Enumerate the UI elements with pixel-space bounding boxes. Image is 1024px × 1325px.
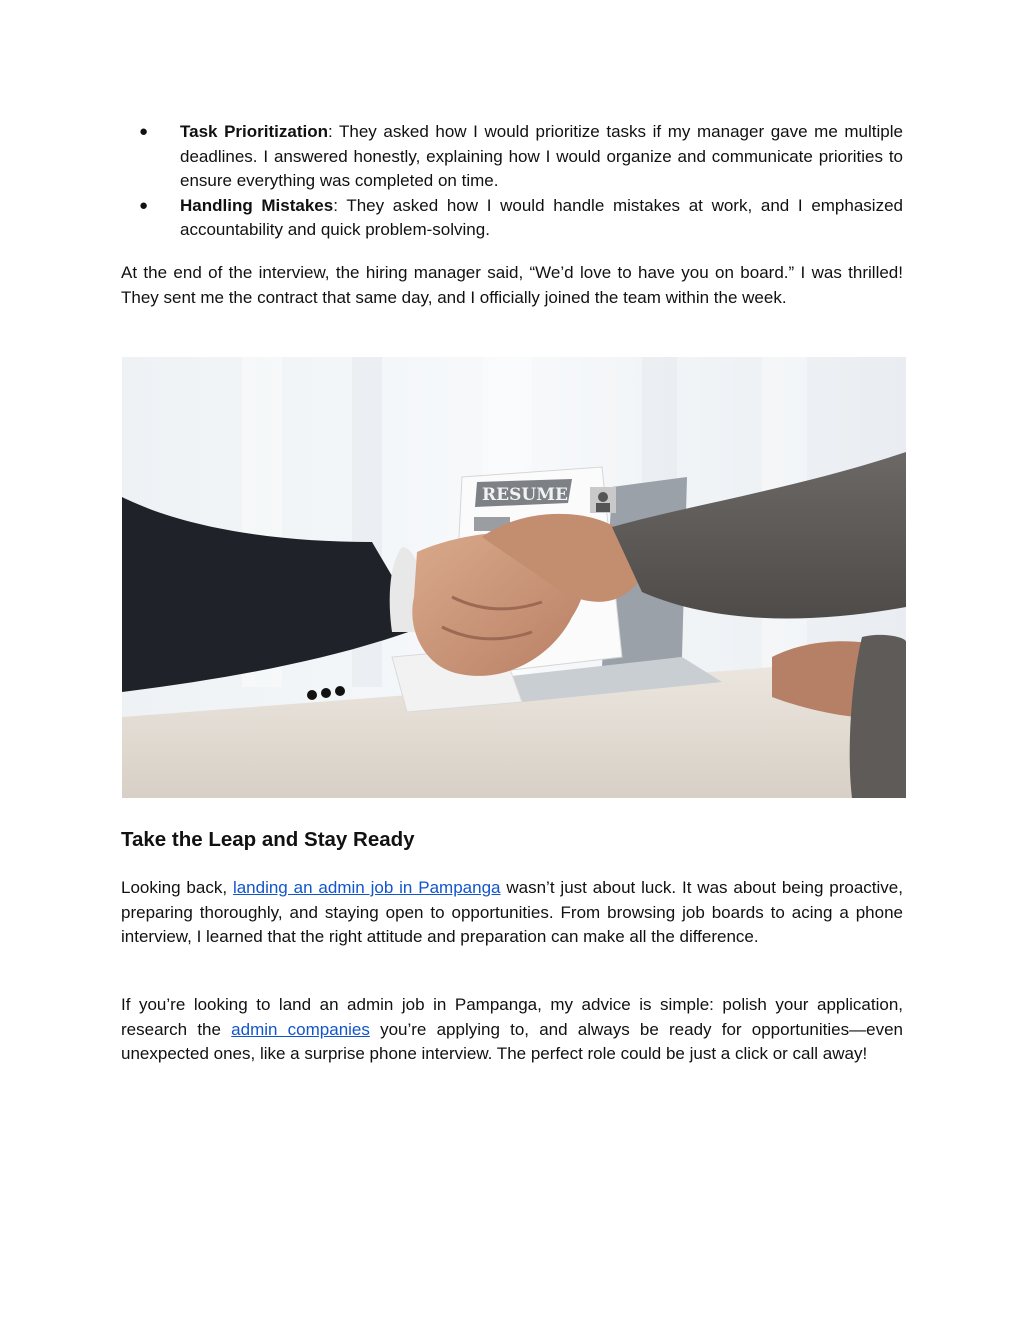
interview-questions-list [121,120,903,243]
admin-companies-link[interactable]: admin companies [231,1019,370,1039]
paragraph-advice [121,993,903,1067]
resume-label: RESUME [482,485,568,505]
admin-job-pampanga-link[interactable]: landing an admin job in Pampanga [232,878,501,897]
bullet-term: Handling Mistakes [180,195,334,215]
paragraph-text: Looking back, [121,878,233,897]
paragraph-looking-back [121,876,903,950]
bullet-text: : They asked how I would prioritize tasks if my manager gave me multiple deadlines. I answered honestly, explaining how I would organize and communicate priorities to ensure everything was completed on time. [180,122,903,190]
bullet-icon: ● [139,123,149,140]
paragraph-text: wasn’t just about luck. It was about being proactive, preparing thoroughly, and staying open to opportunities. From browsing job boards to acing a phone interview, I learned that the right attitude and preparation can make all the difference. [121,878,903,946]
bullet-term: Task Prioritization [180,122,328,141]
handshake-illustration [122,357,906,798]
bullet-text: : They asked how I would handle mistakes at work, and I emphasized accountability and quick problem-solving. [180,195,903,239]
list-item [121,194,903,243]
handshake-photo [122,357,906,798]
paragraph-text: If you’re looking to land an admin job in Pampanga, my advice is simple: polish your application, research the [121,995,903,1039]
paragraph-text: you’re applying to, and always be ready for opportunities—even unexpected ones, like a surprise phone interview. The perfect role could be just a click or call away! [121,1019,903,1063]
list-item [121,120,903,194]
bullet-icon: ● [139,196,149,214]
paragraph-interview-end: At the end of the interview, the hiring manager said, “We’d love to have you on board.” I was thrilled! They sent me the contract that same day, and I officially joined the team within the week. [121,263,903,307]
section-heading: Take the Leap and Stay Ready [121,828,415,851]
